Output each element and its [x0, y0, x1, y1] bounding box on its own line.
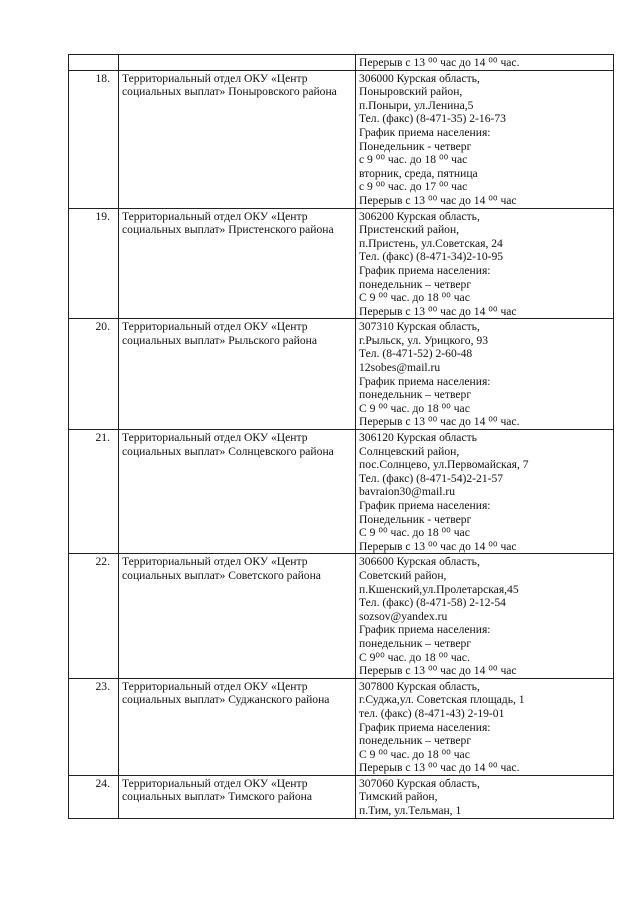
contact-line: 307060 Курская область, [359, 776, 480, 790]
contact-line: Перерыв с 13 ⁰⁰ час до 14 ⁰⁰ час [359, 664, 517, 678]
row-number: 23. [69, 678, 119, 775]
office-name: Территориальный отдел ОКУ «Центр социальных выплат» Советского района [119, 554, 356, 678]
contact-line: График приема населения: [359, 499, 491, 512]
table-row [69, 554, 614, 678]
table-row [69, 775, 614, 818]
office-name: Территориальный отдел ОКУ «Центр социальных выплат» Поныровского района [119, 70, 356, 208]
contact-line: Тел. (факс) (8-471-54)2-21-57 [359, 471, 504, 485]
row-number: 18. [69, 70, 119, 208]
contact-line: Перерыв с 13 ⁰⁰ час до 14 ⁰⁰ час. [359, 761, 520, 775]
contact-line: с 9 ⁰⁰ час. до 17 ⁰⁰ час [359, 180, 468, 194]
contact-line: 306600 Курская область, [359, 555, 480, 569]
contact-line[interactable]: 12sobes@mail.ru [359, 361, 441, 375]
office-name: Территориальный отдел ОКУ «Центр социальных выплат» Солнцевского района [119, 430, 356, 554]
contact-line: 306200 Курская область, [359, 209, 480, 223]
contact-line: График приема населения: [359, 374, 491, 388]
row-number: 20. [69, 319, 119, 430]
offices-table-body [69, 55, 614, 819]
office-contacts [356, 678, 614, 775]
table-row [69, 430, 614, 554]
table-row [69, 70, 614, 208]
contact-line: Солнцевский район, [359, 444, 460, 458]
row-number: 24. [69, 775, 119, 818]
contact-line: пос.Солнцево, ул.Первомайская, 7 [359, 458, 529, 472]
contact-line: вторник, среда, пятница [359, 166, 478, 180]
contact-line: С 9⁰⁰ час. до 18 ⁰⁰ час. [359, 650, 470, 664]
row-number: 19. [69, 208, 119, 319]
contact-line: г.Рыльск, ул. Урицкого, 93 [359, 333, 488, 347]
table-row [69, 208, 614, 319]
contact-line: тел. (факс) (8-471-43) 2-19-01 [359, 706, 505, 720]
row-number: 22. [69, 554, 119, 678]
contact-line: Пристенский район, [359, 223, 460, 237]
office-contacts [356, 70, 614, 208]
office-contacts [356, 208, 614, 319]
contact-line: Тел. (факс) (8-471-34)2-10-95 [359, 250, 504, 264]
contact-line: 307800 Курская область, [359, 679, 480, 693]
contact-line: п.Тим, ул.Тельман, 1 [359, 804, 462, 818]
contact-line: С 9 ⁰⁰ час. до 18 ⁰⁰ час [359, 526, 470, 540]
table-row [69, 678, 614, 775]
contact-line: С 9 ⁰⁰ час. до 18 ⁰⁰ час [359, 291, 470, 305]
contact-line: Понедельник - четверг [359, 139, 472, 153]
contact-line: понедельник – четверг [359, 277, 472, 291]
contact-line[interactable]: sozsov@yandex.ru [359, 609, 448, 623]
contact-line: Поныровский район, [359, 85, 463, 99]
contact-line: п.Поныри, ул.Ленина,5 [359, 98, 474, 112]
contact-line[interactable]: bavraion30@mail.ru [359, 485, 455, 499]
contact-line: С 9 ⁰⁰ час. до 18 ⁰⁰ час [359, 747, 470, 761]
contact-line: п.Кшенский,ул.Пролетарская,45 [359, 582, 519, 596]
contact-line: График приема населения: [359, 125, 491, 139]
office-name: Территориальный отдел ОКУ «Центр социальных выплат» Рыльского района [119, 319, 356, 430]
contact-line: Тел. (факс) (8-471-58) 2-12-54 [359, 596, 506, 610]
office-name: Территориальный отдел ОКУ «Центр социальных выплат» Тимского района [119, 775, 356, 818]
contact-line: Тел. (8-471-52) 2-60-48 [359, 347, 473, 361]
contact-line: Перерыв с 13 ⁰⁰ час до 14 ⁰⁰ час [359, 304, 517, 318]
offices-table [68, 54, 614, 819]
contact-line: г.Суджа,ул. Советская площадь, 1 [359, 693, 525, 707]
contact-line: Перерыв с 13 ⁰⁰ час до 14 ⁰⁰ час [359, 539, 517, 553]
contact-line: Перерыв с 13 ⁰⁰ час до 14 ⁰⁰ час. [359, 56, 520, 69]
office-contacts [356, 319, 614, 430]
table-row [69, 319, 614, 430]
office-name: Территориальный отдел ОКУ «Центр социальных выплат» Суджанского района [119, 678, 356, 775]
row-number [69, 55, 119, 71]
office-name: Территориальный отдел ОКУ «Центр социальных выплат» Пристенского района [119, 208, 356, 319]
contact-line: понедельник – четверг [359, 734, 472, 748]
contact-line: Тел. (факс) (8-471-35) 2-16-73 [359, 112, 506, 126]
contact-line: Советский район, [359, 568, 447, 582]
office-contacts [356, 775, 614, 818]
contact-line: Перерыв с 13 ⁰⁰ час до 14 ⁰⁰ час [359, 193, 517, 207]
office-contacts [356, 55, 614, 71]
office-contacts [356, 430, 614, 554]
contact-line: Тимский район, [359, 790, 438, 804]
contact-line: понедельник – четверг [359, 636, 472, 650]
contact-line: с 9 ⁰⁰ час. до 18 ⁰⁰ час [359, 153, 468, 167]
contact-line: п.Пристень, ул.Советская, 24 [359, 236, 503, 250]
contact-line: 307310 Курская область, [359, 320, 480, 334]
contact-line: 306120 Курская область [359, 431, 477, 445]
contact-line: График приема населения: [359, 263, 491, 277]
contact-line: понедельник – четверг [359, 388, 472, 402]
office-name [119, 55, 356, 71]
contact-line: Понедельник - четверг [359, 512, 472, 526]
contact-line: 306000 Курская область, [359, 71, 480, 85]
row-number: 21. [69, 430, 119, 554]
office-contacts [356, 554, 614, 678]
contact-line: С 9 ⁰⁰ час. до 18 ⁰⁰ час [359, 401, 470, 415]
contact-line: График приема населения: [359, 623, 491, 637]
contact-line: График приема населения: [359, 720, 491, 734]
contact-line: Перерыв с 13 ⁰⁰ час до 14 ⁰⁰ час. [359, 415, 520, 429]
table-row [69, 55, 614, 71]
